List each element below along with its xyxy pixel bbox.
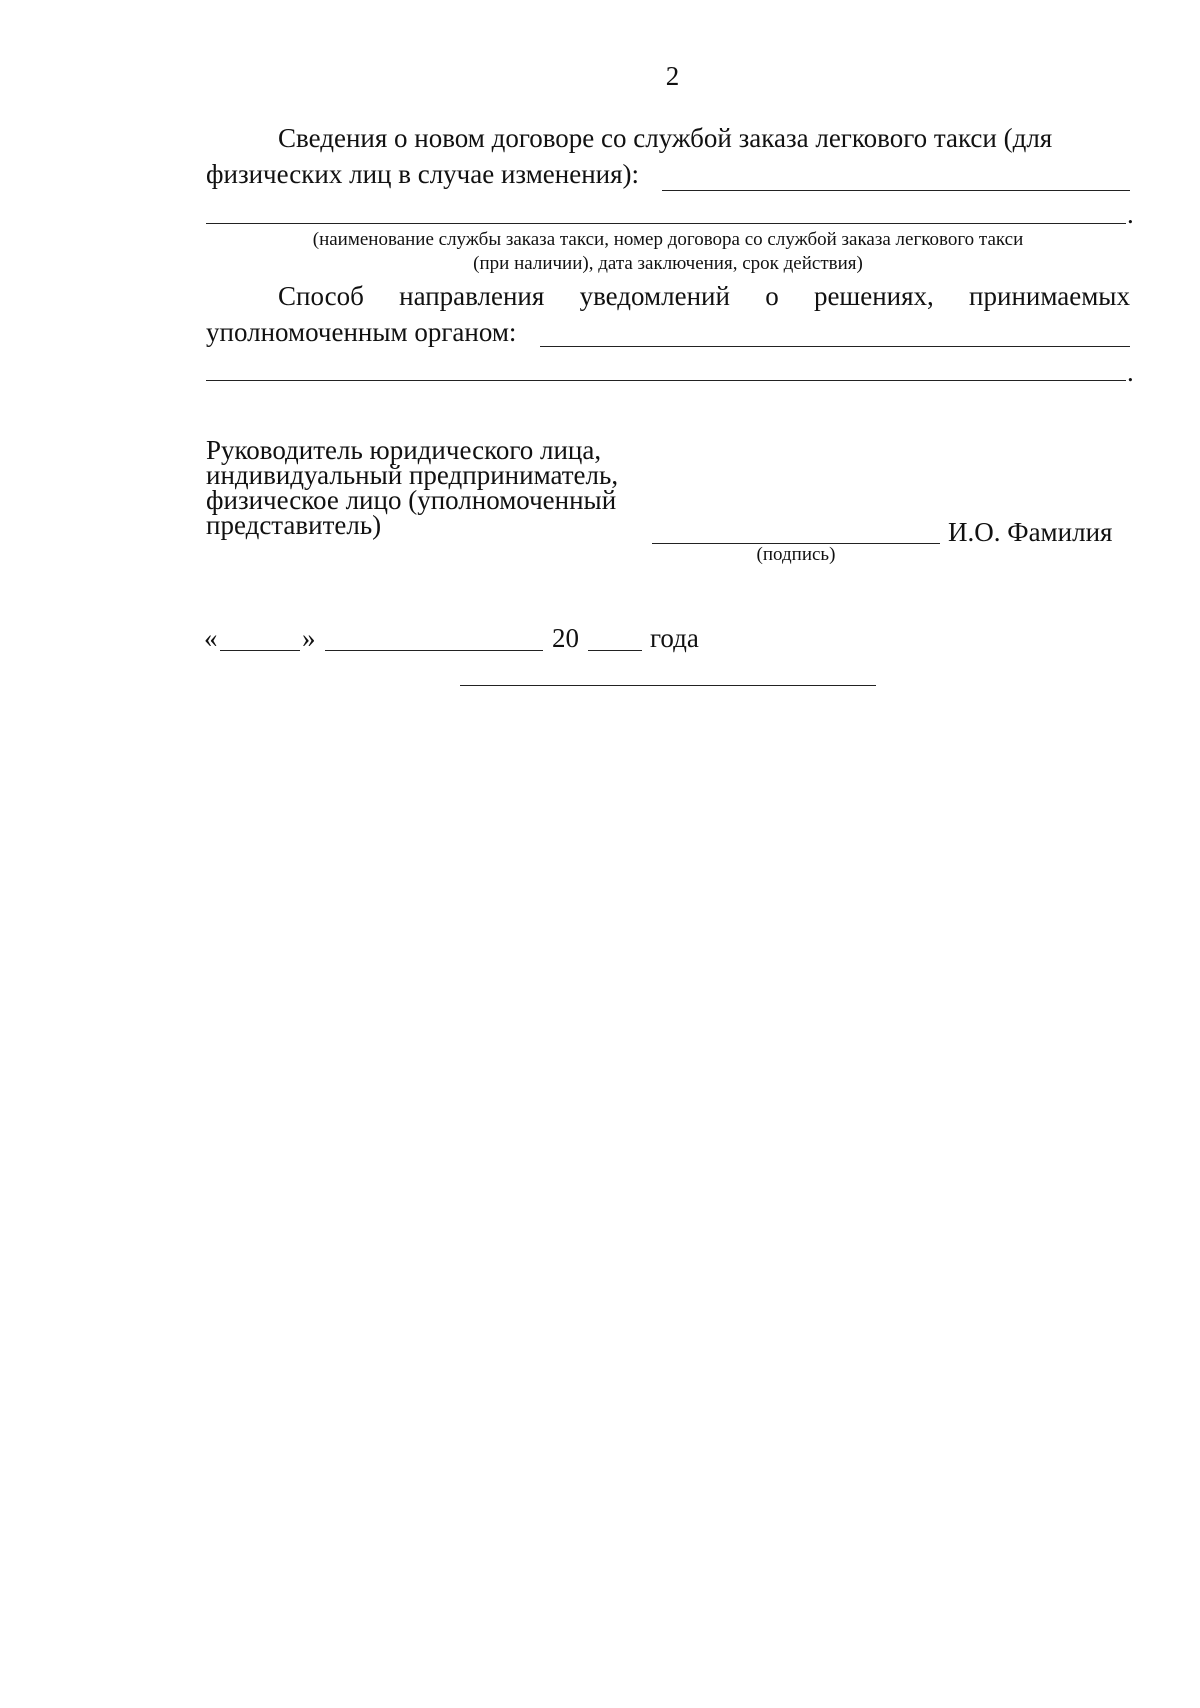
date-year-suffix: года bbox=[650, 623, 699, 653]
signatory-role bbox=[206, 435, 619, 540]
contract-intro-line1: Сведения о новом договоре со службой заказа легкового такси (для bbox=[278, 123, 1053, 153]
signatory-role-line: физическое лицо (уполномоченный bbox=[206, 485, 617, 515]
notification-word: уведомлений bbox=[579, 281, 730, 311]
signatory-name: И.О. Фамилия bbox=[948, 517, 1113, 547]
date-year-field[interactable] bbox=[588, 650, 642, 651]
contract-intro-line2: физических лиц в случае изменения): bbox=[206, 159, 640, 189]
page-number: 2 bbox=[665, 61, 680, 91]
notification-word: о bbox=[765, 281, 779, 311]
notification-word: направления bbox=[399, 281, 545, 311]
contract-caption-line2: (при наличии), дата заключения, срок действия) bbox=[473, 253, 863, 274]
contract-caption-line1: (наименование службы заказа такси, номер договора со службой заказа легкового такси bbox=[312, 229, 1024, 250]
date-day-field[interactable] bbox=[220, 650, 300, 651]
notification-word: принимаемых bbox=[969, 281, 1130, 311]
notification-line2: уполномоченным органом: bbox=[206, 317, 517, 347]
notification-word: решениях, bbox=[813, 281, 934, 311]
notification-word: Способ bbox=[278, 281, 364, 311]
contract-fill-line-2[interactable] bbox=[206, 223, 1126, 224]
signatory-role-line: Руководитель юридического лица, bbox=[206, 435, 602, 465]
signatory-role-line: представитель) bbox=[206, 510, 382, 540]
notification-fill-line-1[interactable] bbox=[540, 346, 1130, 347]
contract-line-period: . bbox=[1127, 199, 1134, 229]
date-month-field[interactable] bbox=[325, 650, 543, 651]
date-year-prefix: 20 bbox=[552, 623, 579, 653]
signature-caption: (подпись) bbox=[756, 544, 836, 565]
notification-fill-line-2[interactable] bbox=[206, 380, 1126, 381]
notification-line1 bbox=[278, 280, 1130, 312]
closing-divider bbox=[460, 685, 876, 686]
date-close-quote: » bbox=[302, 623, 316, 653]
signatory-role-line: индивидуальный предприниматель, bbox=[206, 460, 619, 490]
contract-fill-line-1[interactable] bbox=[662, 190, 1130, 191]
notification-line-period: . bbox=[1127, 357, 1134, 387]
date-open-quote: « bbox=[204, 623, 218, 653]
